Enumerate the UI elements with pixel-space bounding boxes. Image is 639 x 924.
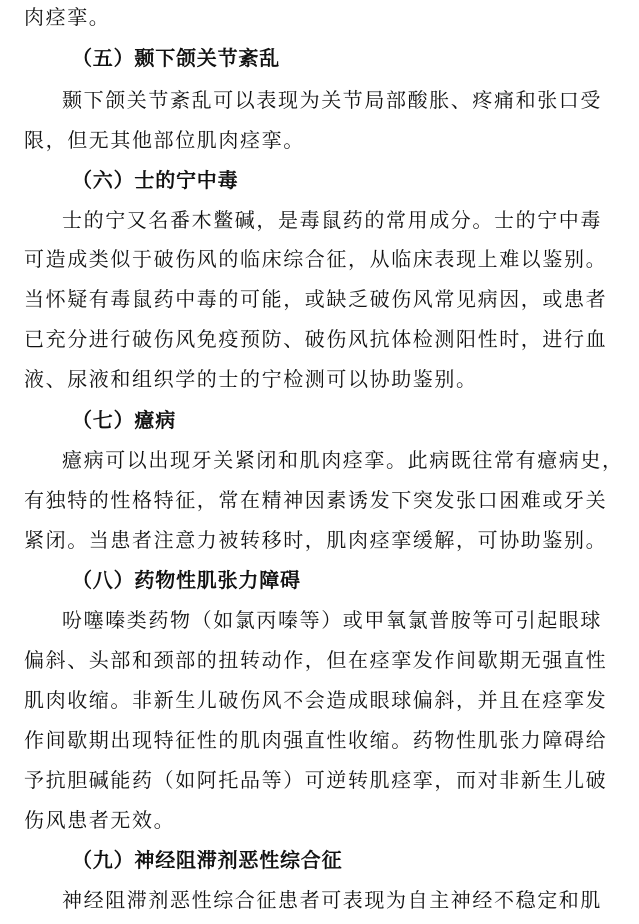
section-heading: （六）士的宁中毒 (72, 168, 239, 192)
paragraph-line: 士的宁又名番木鳖碱，是毒鼠药的常用成分。士的宁中毒 (62, 208, 602, 232)
paragraph-line: 液、尿液和组织学的士的宁检测可以协助鉴别。 (24, 367, 478, 391)
paragraph-line: 伤风患者无效。 (24, 808, 176, 832)
section-heading: （五）颞下颌关节紊乱 (72, 46, 280, 70)
paragraph-line: 限，但无其他部位肌肉痉挛。 (24, 128, 305, 152)
paragraph-line: 肌肉收缩。非新生儿破伤风不会造成眼球偏斜，并且在痉挛发 (24, 688, 608, 712)
section-heading: （九）神经阻滞剂恶性综合征 (72, 848, 343, 872)
paragraph-line: 神经阻滞剂恶性综合征患者可表现为自主神经不稳定和肌 (62, 888, 602, 912)
section-heading: （八）药物性肌张力障碍 (72, 568, 301, 592)
paragraph-line: 有独特的性格特征，常在精神因素诱发下突发张口困难或牙关 (24, 488, 608, 512)
paragraph-line: 偏斜、头部和颈部的扭转动作，但在痉挛发作间歇期无强直性 (24, 648, 608, 672)
paragraph-line: 紧闭。当患者注意力被转移时，肌肉痉挛缓解，可协助鉴别。 (24, 528, 608, 552)
paragraph-line: 作间歇期出现特征性的肌肉强直性收缩。药物性肌张力障碍给 (24, 728, 608, 752)
paragraph-line: 予抗胆碱能药（如阿托品等）可逆转肌痉挛，而对非新生儿破 (24, 768, 608, 792)
section-heading: （七）癔病 (72, 408, 176, 432)
paragraph-line: 吩噻嗪类药物（如氯丙嗪等）或甲氧氯普胺等可引起眼球 (62, 608, 602, 632)
paragraph-line: 已充分进行破伤风免疫预防、破伤风抗体检测阳性时，进行血 (24, 327, 608, 351)
paragraph-line: 癔病可以出现牙关紧闭和肌肉痉挛。此病既往常有癔病史， (62, 448, 624, 472)
paragraph-line: 颞下颌关节紊乱可以表现为关节局部酸胀、疼痛和张口受 (62, 88, 602, 112)
paragraph-line: 可造成类似于破伤风的临床综合征，从临床表现上难以鉴别。 (24, 247, 608, 271)
paragraph-line: 当怀疑有毒鼠药中毒的可能，或缺乏破伤风常见病因，或患者 (24, 287, 608, 311)
paragraph-line: 肉痉挛。 (24, 5, 111, 29)
